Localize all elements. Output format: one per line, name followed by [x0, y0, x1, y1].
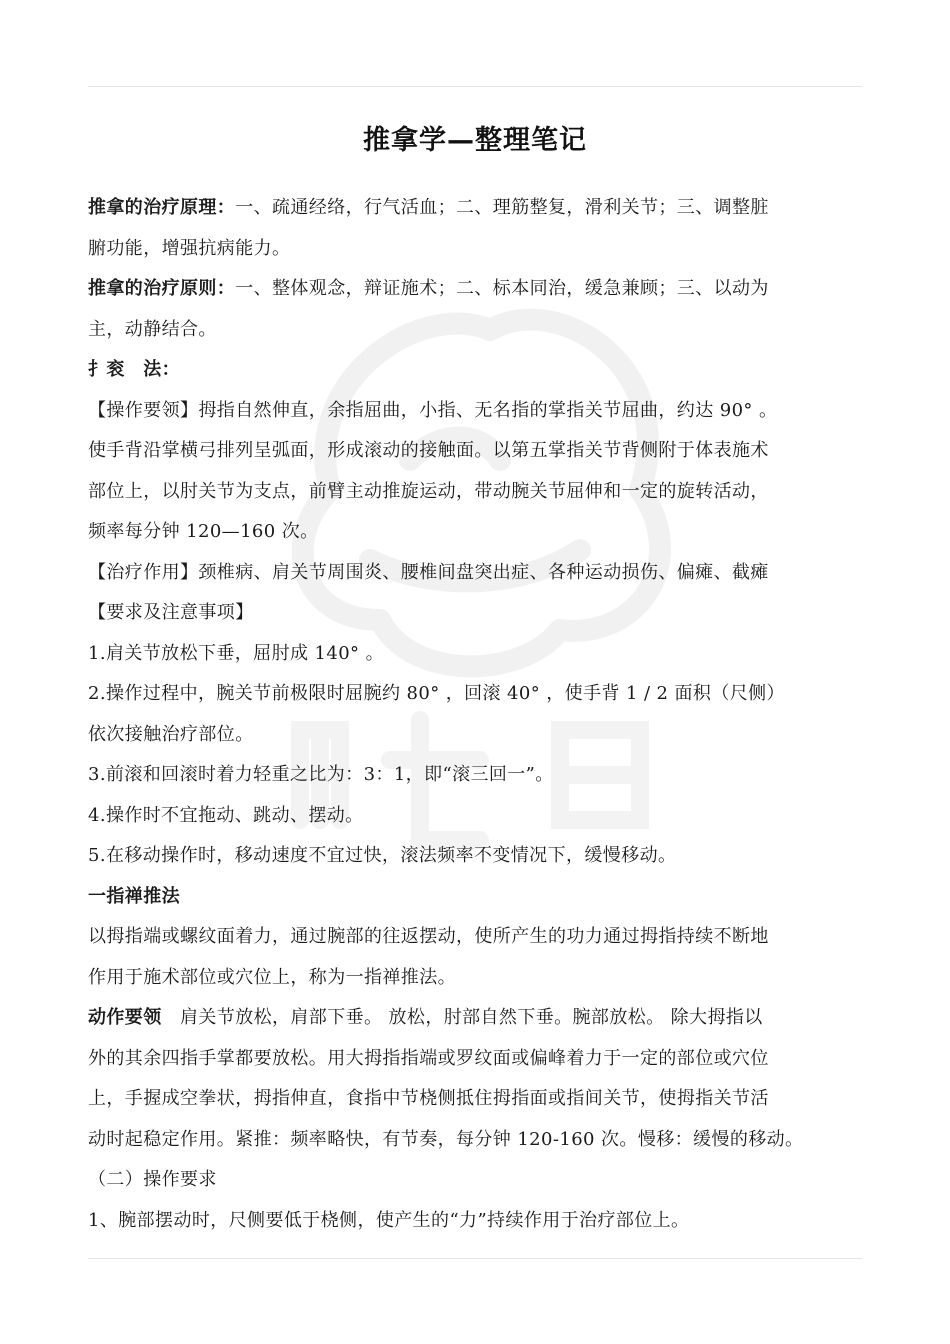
yizhichan-def-line: 以拇指端或螺纹面着力，通过腕部的往返摆动，使所产生的功力通过拇指持续不断地: [88, 926, 769, 947]
yizhichan-action-paragraph: [88, 998, 873, 1039]
yizhichan-req-1: 1、腕部摆动时，尺侧要低于桡侧，使产生的“力”持续作用于治疗部位上。: [88, 1209, 690, 1231]
yizhichan-def-line: 作用于施术部位或穴位上，称为一指禅推法。: [88, 966, 456, 988]
rule-text-line1: 一、整体观念，辩证施术；二、标本同治，缓急兼顾；三、以动为: [235, 278, 769, 299]
gun-fa-effect: 【治疗作用】颈椎病、肩关节周围炎、腰椎间盘突出症、各种运动损伤、偏瘫、截瘫: [88, 561, 769, 583]
principle-label: 推拿的治疗原理：: [88, 197, 236, 218]
principle-text-line1: 一、疏通经络，行气活血；二、理筋整复，滑利关节；三、调整脏: [235, 197, 769, 218]
header-rule: [88, 86, 862, 87]
yizhichan-action-line: 外的其余四指手掌都要放松。用大拇指指端或罗纹面或偏峰着力于一定的部位或穴位: [88, 1047, 769, 1069]
gun-fa-op-line: 使手背沿掌横弓排列呈弧面，形成滚动的接触面。以第五掌指关节背侧附于体表施术: [88, 440, 769, 461]
yizhichan-action-first: 肩关节放松，肩部下垂。 放松，肘部自然下垂。腕部放松。 除大拇指以: [161, 1007, 763, 1028]
principle-text-line2: 腑功能，增强抗病能力。: [88, 237, 291, 259]
footer-rule: [88, 1258, 862, 1259]
gun-fa-op-line: 部位上，以肘关节为支点，前臂主动推旋运动，带动腕关节屈伸和一定的旋转活动，: [88, 480, 769, 502]
yizhichan-sub-heading: （二）操作要求: [88, 1169, 217, 1190]
document-title: 推拿学—整理笔记: [363, 125, 587, 156]
gun-fa-heading: 扌衮 法：: [88, 359, 180, 380]
gun-fa-note: 依次接触治疗部位。: [88, 723, 254, 745]
gun-fa-op-line: 【操作要领】拇指自然伸直，余指屈曲，小指、无名指的掌指关节屈曲，约达 90° 。: [88, 399, 778, 421]
rule-text-line2: 主，动静结合。: [88, 318, 217, 340]
yizhichan-action-line: 动时起稳定作用。紧推：频率略快，有节奏，每分钟 120-160 次。慢移：缓慢的移动。: [88, 1128, 804, 1150]
yizhichan-action-label: 动作要领: [88, 1007, 162, 1028]
gun-fa-note: 1.肩关节放松下垂，屈肘成 140° 。: [88, 642, 384, 664]
yizhichan-heading: 一指禅推法: [88, 885, 180, 907]
rule-paragraph: [88, 269, 873, 310]
gun-fa-notes-heading: 【要求及注意事项】: [88, 602, 254, 623]
gun-fa-note: 3.前滚和回滚时着力轻重之比为：3：1，即“滚三回一”。: [88, 764, 554, 785]
gun-fa-note: 2.操作过程中，腕关节前极限时屈腕约 80° ，回滚 40° ，使手背 1 / 2 面积（尺侧）: [88, 683, 785, 704]
gun-fa-note: 4.操作时不宜拖动、跳动、摆动。: [88, 804, 364, 826]
gun-fa-note: 5.在移动操作时，移动速度不宜过快，滚法频率不变情况下，缓慢移动。: [88, 845, 677, 866]
gun-fa-op-line: 频率每分钟 120—160 次。: [88, 521, 319, 542]
yizhichan-action-line: 上，手握成空拳状，拇指伸直，食指中节桡侧抵住拇指面或指间关节，使拇指关节活: [88, 1088, 769, 1109]
principle-paragraph: [88, 188, 873, 229]
rule-label: 推拿的治疗原则：: [88, 278, 236, 299]
document-body: [88, 188, 873, 1241]
